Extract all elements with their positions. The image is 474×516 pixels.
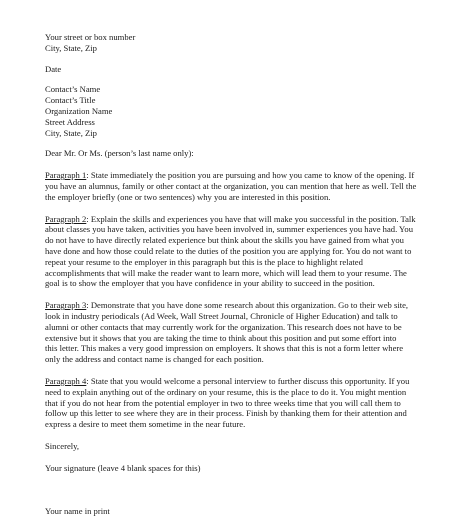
paragraph-text: : Demonstrate that you have done some research about this organization. Go to their web site, <box>86 300 408 310</box>
date-text: Date <box>45 64 465 75</box>
paragraph-line: look in industry periodicals (Ad Week, Wall Street Journal, Chronicle of Higher Education) and talk to <box>45 311 465 322</box>
recipient-city-state-zip: City, State, Zip <box>45 128 465 139</box>
closing-text: Sincerely, <box>45 441 465 452</box>
paragraph-line: goal is to show the employer that you have confidence in your ability to succeed in the position. <box>45 278 465 289</box>
sender-street: Your street or box number <box>45 32 465 43</box>
paragraph-label: Paragraph 3 <box>45 300 86 310</box>
salutation-text: Dear Mr. Or Ms. (person’s last name only): <box>45 148 465 159</box>
paragraph-line <box>45 300 465 311</box>
signature-text: Your signature (leave 4 blank spaces for this) <box>45 463 465 474</box>
paragraph-line: accomplishments that will make the reader want to learn more, which will lead them to your resume. The <box>45 268 465 279</box>
paragraph-1 <box>45 170 465 202</box>
recipient-name: Contact’s Name <box>45 84 465 95</box>
recipient-organization: Organization Name <box>45 106 465 117</box>
paragraph-line <box>45 214 465 225</box>
paragraph-text: : State that you would welcome a personal interview to further discuss this opportunity. If you <box>86 376 409 386</box>
paragraph-line: have done and how those could relate to the duties of the position you are applying for. You do not want to <box>45 246 465 257</box>
paragraph-label: Paragraph 2 <box>45 214 86 224</box>
paragraph-line <box>45 376 465 387</box>
recipient-title: Contact’s Title <box>45 95 465 106</box>
paragraph-line: need to explain anything out of the ordinary on your resume, this is the place to do it. You might mention <box>45 387 465 398</box>
printed-name-text: Your name in print <box>45 506 465 516</box>
paragraph-label: Paragraph 1 <box>45 170 86 180</box>
paragraph-line: about classes you have taken, activities you have been involved in, summer experiences you have had. You <box>45 224 465 235</box>
paragraph-text: : Explain the skills and experiences you have that will make you successful in the position. Talk <box>86 214 415 224</box>
paragraph-3 <box>45 300 465 365</box>
paragraph-line: the employer briefly (one or two sentences) why you are interested in this position. <box>45 192 465 203</box>
sender-address <box>45 32 465 54</box>
paragraph-line: alumni or other contacts that may currently work for the organization. This research does not have to be <box>45 322 465 333</box>
paragraph-line <box>45 170 465 181</box>
paragraph-line: express a desire to meet them sometime in the near future. <box>45 419 465 430</box>
paragraph-line: that if you do not hear from the potential employer in two to three weeks time that you will call them to <box>45 398 465 409</box>
paragraph-line: this letter. This makes a very good impression on employers. It shows that this is not a form letter where <box>45 343 465 354</box>
closing <box>45 441 465 452</box>
recipient-address <box>45 84 465 138</box>
paragraph-line: you have an alumnus, family or other contact at the organization, you can mention that here as well. Tell the <box>45 181 465 192</box>
paragraph-text: : State immediately the position you are pursuing and how you came to know of the opening. If <box>86 170 414 180</box>
paragraph-2 <box>45 214 465 290</box>
salutation <box>45 148 465 159</box>
paragraph-line: follow up this letter to see where they are in their process. Finish by thanking them for their attention and <box>45 408 465 419</box>
signature <box>45 463 465 474</box>
paragraph-line: do not have to have directly related experience but think about the skills you have gained from what you <box>45 235 465 246</box>
paragraph-line: repeat your resume to the employer in this paragraph but this is the place to highlight related <box>45 257 465 268</box>
letter-page <box>45 32 465 516</box>
recipient-street: Street Address <box>45 117 465 128</box>
letter-date <box>45 64 465 75</box>
paragraph-4 <box>45 376 465 430</box>
paragraph-line: extensive but it shows that you are taking the time to think about this position and put some effort into <box>45 333 465 344</box>
sender-city-state-zip: City, State, Zip <box>45 43 465 54</box>
paragraph-label: Paragraph 4 <box>45 376 86 386</box>
printed-name <box>45 506 465 516</box>
paragraph-line: only the address and contact name is changed for each position. <box>45 354 465 365</box>
